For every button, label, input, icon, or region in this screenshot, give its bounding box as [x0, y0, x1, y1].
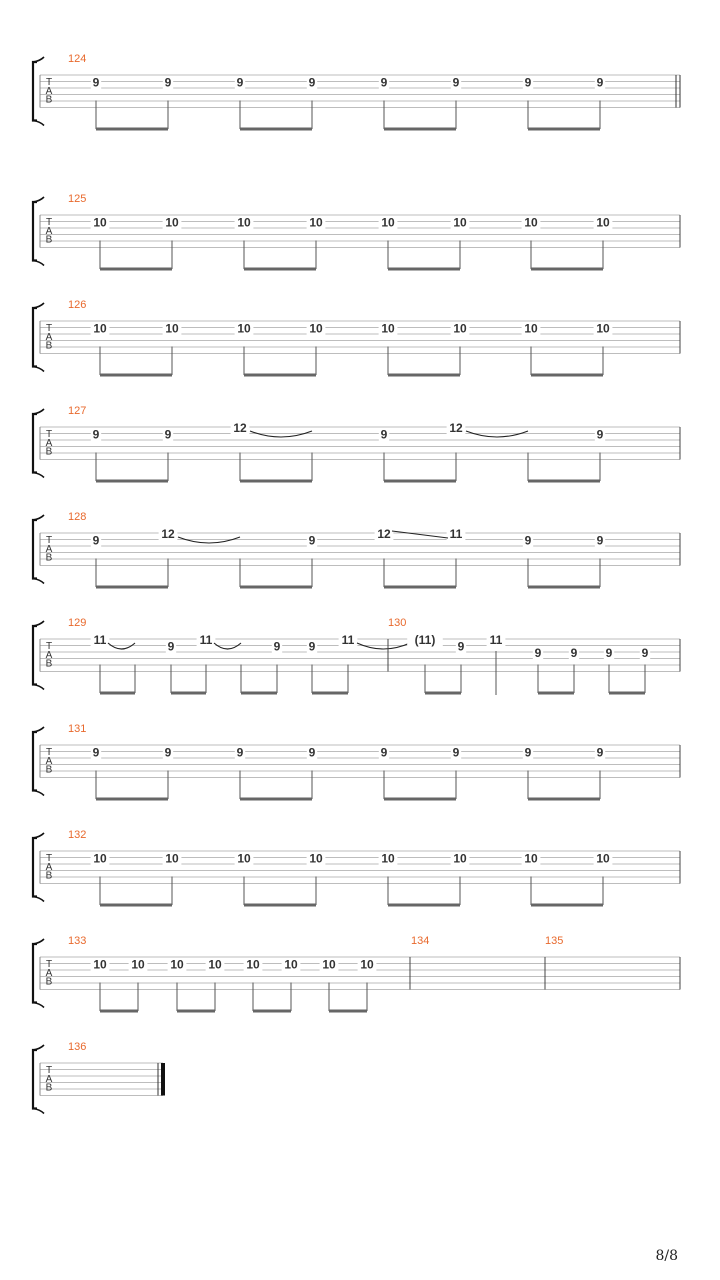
fret-number: 9 — [570, 646, 578, 660]
fret-number: 11 — [93, 633, 107, 647]
tab-system — [33, 1041, 165, 1114]
fret-number: 10 — [309, 215, 323, 230]
fret-number: 9 — [380, 745, 388, 760]
fret-number: 9 — [308, 533, 316, 548]
system-bracket-curl — [33, 1045, 44, 1114]
fret-number: 9 — [236, 745, 244, 760]
fret-number: 9 — [92, 745, 100, 760]
system-bracket — [33, 520, 37, 579]
fret-number: 9 — [524, 75, 532, 90]
system-bracket — [33, 1050, 37, 1109]
fret-number: 9 — [452, 745, 460, 760]
tab-clef-letter: B — [45, 446, 53, 458]
fret-number: 9 — [92, 75, 100, 90]
fret-number: 10 — [596, 321, 610, 336]
tab-clef-letter: B — [45, 1082, 53, 1094]
tab-system — [33, 299, 680, 375]
measure-number: 132 — [68, 829, 87, 841]
fret-number: 9 — [380, 427, 388, 442]
fret-number: 10 — [237, 215, 251, 230]
tab-clef-letter: B — [45, 94, 53, 106]
fret-number: 10 — [453, 321, 467, 336]
fret-number: 9 — [452, 75, 460, 90]
fret-number: 10 — [596, 215, 610, 230]
tab-clef-letter: T — [45, 323, 53, 334]
tab-clef-letter: B — [45, 552, 53, 564]
fret-number: 9 — [457, 639, 465, 654]
tab-system — [33, 829, 680, 905]
fret-number: 10 — [93, 957, 107, 972]
tab-system — [33, 935, 680, 1011]
fret-number: 9 — [164, 75, 172, 90]
system-bracket-curl — [33, 833, 44, 902]
fret-number: 9 — [596, 75, 604, 90]
tab-clef-letter: B — [45, 870, 53, 882]
fret-number: 10 — [453, 215, 467, 230]
measure-number: 125 — [68, 193, 87, 205]
tab-clef-letter: A — [45, 1073, 53, 1085]
tab-system — [33, 405, 680, 481]
measure-number: 135 — [545, 935, 564, 947]
system-bracket-curl — [33, 621, 44, 690]
tab-clef-letter: B — [45, 234, 53, 246]
fret-number: 10 — [93, 215, 107, 230]
tab-clef-letter: B — [45, 976, 53, 988]
fret-number: 11 — [489, 633, 503, 647]
system-bracket-curl — [33, 303, 44, 372]
fret-number: 9 — [596, 427, 604, 442]
tab-clef-letter: A — [45, 85, 53, 97]
fret-number: 9 — [92, 533, 100, 548]
fret-number: 10 — [246, 957, 260, 972]
system-bracket — [33, 62, 37, 121]
fret-number: 9 — [596, 745, 604, 760]
fret-number: 10 — [131, 957, 145, 972]
fret-number: 12 — [161, 527, 175, 541]
measure-number: 136 — [68, 1041, 87, 1053]
measure-number: 133 — [68, 935, 87, 947]
system-bracket-curl — [33, 409, 44, 478]
tab-clef-letter: B — [45, 764, 53, 776]
fret-number: 10 — [208, 957, 222, 972]
system-bracket — [33, 732, 37, 791]
fret-number: 12 — [233, 421, 247, 435]
tab-clef-letter: A — [45, 755, 53, 767]
fret-number: 10 — [170, 957, 184, 972]
fret-number: 10 — [453, 851, 467, 866]
fret-number: 9 — [308, 75, 316, 90]
fret-number: 9 — [92, 427, 100, 442]
tab-clef-letter: A — [45, 861, 53, 873]
system-bracket-curl — [33, 515, 44, 584]
tab-clef-letter: T — [45, 1065, 53, 1076]
fret-number: 12 — [449, 421, 463, 435]
fret-number: 9 — [534, 646, 542, 660]
fret-number: 10 — [93, 321, 107, 336]
tab-clef-letter: T — [45, 535, 53, 546]
fret-number: 9 — [641, 646, 649, 660]
system-bracket — [33, 308, 37, 367]
tab-clef-letter: A — [45, 543, 53, 555]
fret-number: 10 — [165, 321, 179, 336]
fret-number: 9 — [164, 745, 172, 760]
tab-clef-letter: B — [45, 658, 53, 670]
tab-system — [33, 511, 680, 587]
fret-number: 10 — [237, 321, 251, 336]
fret-number: 9 — [605, 646, 613, 660]
fret-number: 10 — [165, 215, 179, 230]
measure-number: 128 — [68, 511, 87, 523]
page-number: 8/8 — [655, 1248, 678, 1264]
system-bracket — [33, 414, 37, 473]
fret-number: (11) — [414, 633, 436, 647]
tab-clef-letter: T — [45, 959, 53, 970]
system-bracket-curl — [33, 197, 44, 266]
fret-number: 11 — [341, 633, 355, 647]
fret-number: 10 — [524, 321, 538, 336]
tab-clef-letter: T — [45, 853, 53, 864]
fret-number: 11 — [449, 527, 463, 541]
tab-clef-letter: B — [45, 340, 53, 352]
fret-number: 10 — [524, 215, 538, 230]
measure-number: 134 — [411, 935, 430, 947]
tab-system — [33, 53, 680, 129]
tab-clef-letter: T — [45, 77, 53, 88]
fret-number: 10 — [93, 851, 107, 866]
measure-number: 126 — [68, 299, 87, 311]
fret-number: 10 — [524, 851, 538, 866]
fret-number: 10 — [381, 215, 395, 230]
fret-number: 9 — [308, 745, 316, 760]
tab-system — [33, 723, 680, 799]
fret-number: 10 — [596, 851, 610, 866]
fret-number: 10 — [360, 957, 374, 972]
fret-number: 9 — [273, 639, 281, 654]
measure-number: 127 — [68, 405, 87, 417]
tab-system — [33, 617, 680, 695]
fret-number: 10 — [309, 851, 323, 866]
fret-number: 9 — [236, 75, 244, 90]
measure-number: 124 — [68, 53, 87, 65]
fret-number: 9 — [380, 75, 388, 90]
tab-clef-letter: A — [45, 225, 53, 237]
tab-clef-letter: T — [45, 641, 53, 652]
system-bracket — [33, 626, 37, 685]
fret-number: 9 — [167, 639, 175, 654]
fret-number: 10 — [165, 851, 179, 866]
tab-clef-letter: T — [45, 747, 53, 758]
system-bracket — [33, 944, 37, 1003]
system-bracket — [33, 838, 37, 897]
measure-number: 131 — [68, 723, 87, 735]
tab-clef-letter: A — [45, 331, 53, 343]
fret-number: 9 — [524, 745, 532, 760]
tab-clef-letter: T — [45, 217, 53, 228]
tab-clef-letter: A — [45, 649, 53, 661]
fret-number: 12 — [377, 527, 391, 541]
fret-number: 9 — [596, 533, 604, 548]
slide-line — [392, 531, 448, 538]
system-bracket — [33, 202, 37, 261]
fret-number: 10 — [284, 957, 298, 972]
tab-clef-letter: A — [45, 967, 53, 979]
final-barline-thick — [161, 1063, 165, 1096]
fret-number: 10 — [309, 321, 323, 336]
fret-number: 10 — [322, 957, 336, 972]
system-bracket-curl — [33, 57, 44, 126]
fret-number: 10 — [381, 851, 395, 866]
measure-number: 130 — [388, 617, 407, 629]
fret-number: 9 — [164, 427, 172, 442]
measure-number: 129 — [68, 617, 87, 629]
fret-number: 10 — [237, 851, 251, 866]
system-bracket-curl — [33, 727, 44, 796]
system-bracket-curl — [33, 939, 44, 1008]
fret-number: 11 — [199, 633, 213, 647]
fret-number: 9 — [308, 639, 316, 654]
fret-number: 9 — [524, 533, 532, 548]
tab-clef-letter: A — [45, 437, 53, 449]
fret-number: 10 — [381, 321, 395, 336]
tab-system — [33, 193, 680, 269]
tab-clef-letter: T — [45, 429, 53, 440]
